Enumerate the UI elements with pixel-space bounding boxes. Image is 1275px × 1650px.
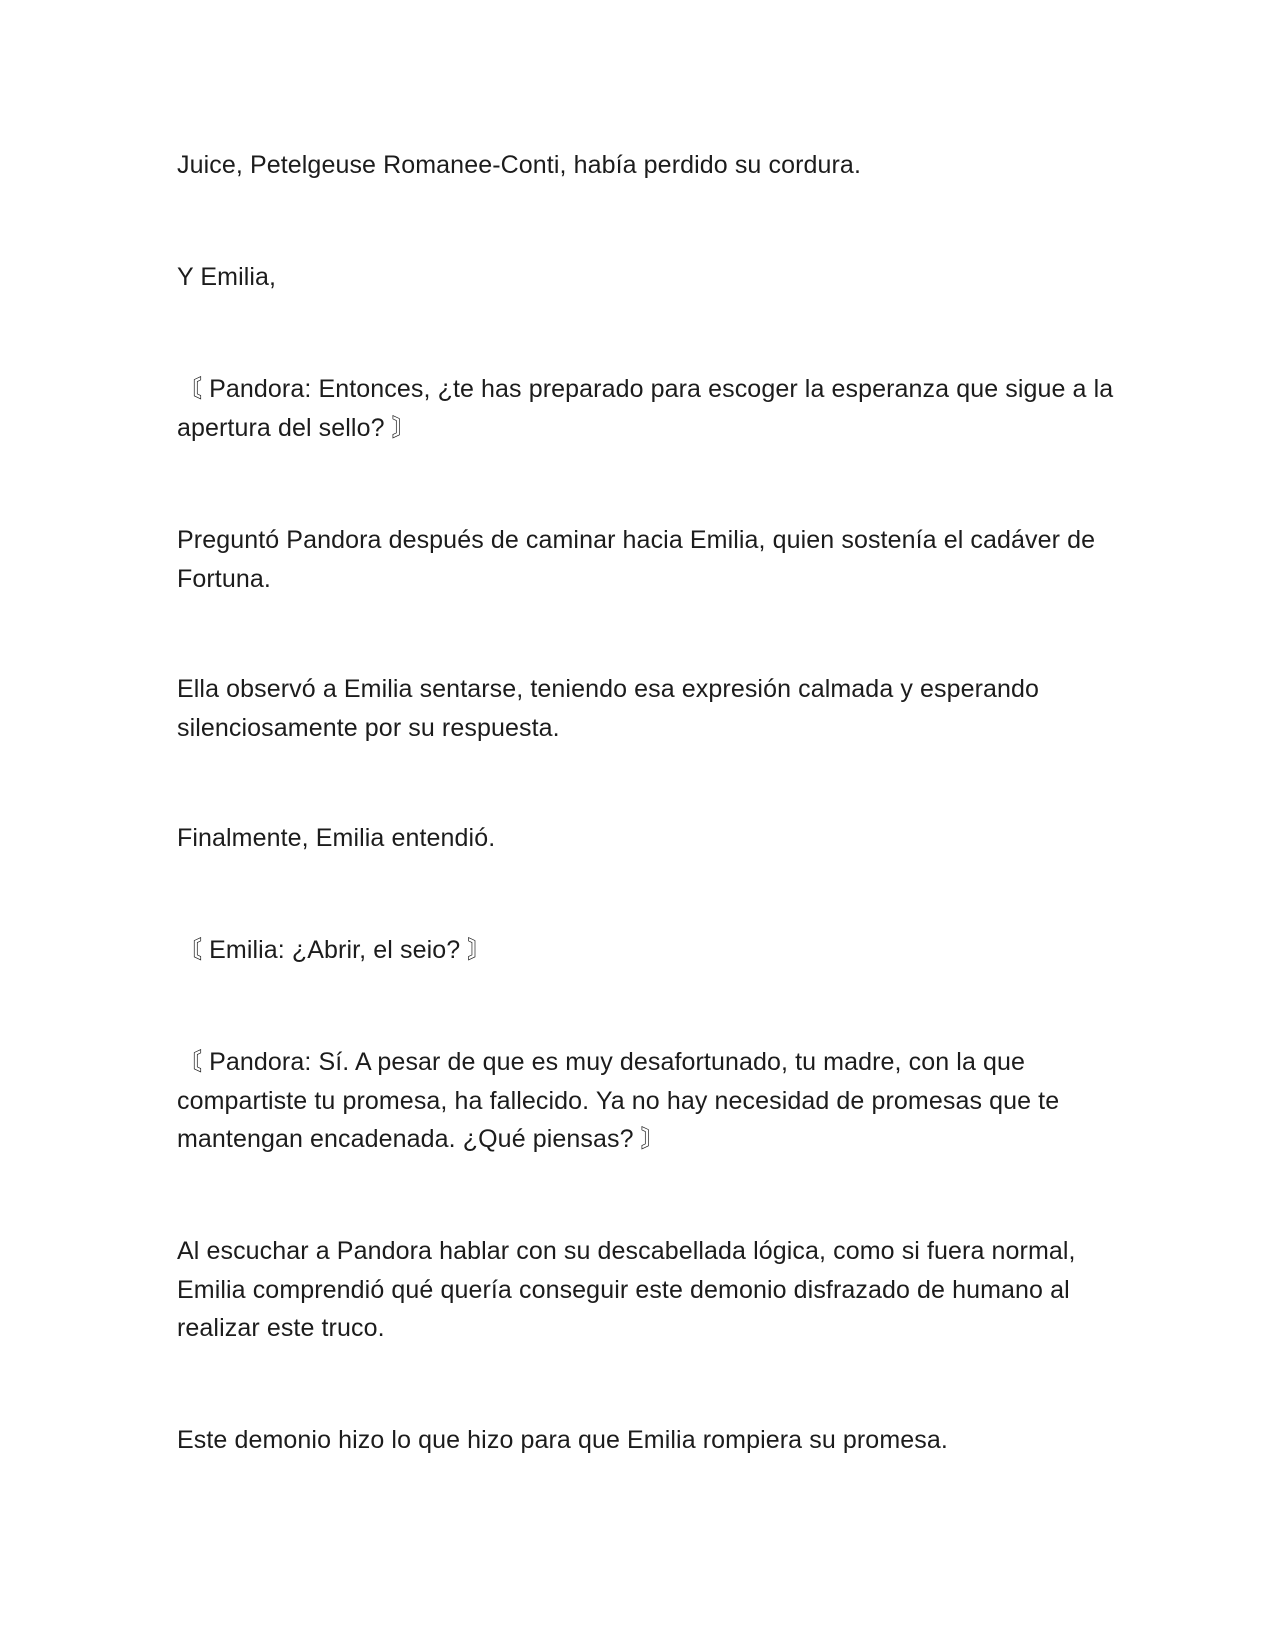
dialogue-pandora-1: 〘 Pandora: Entonces, ¿te has preparado para escoger la esperanza que sigue a la apertura del sello? 〙: [177, 375, 1114, 442]
paragraph-2: Y Emilia,: [177, 263, 277, 291]
paragraph-10: Este demonio hizo lo que hizo para que Emilia rompiera su promesa.: [177, 1426, 948, 1454]
paragraph-4: Preguntó Pandora después de caminar hacia Emilia, quien sostenía el cadáver de Fortuna.: [177, 526, 1096, 593]
paragraph-5: Ella observó a Emilia sentarse, teniendo esa expresión calmada y esperando silenciosamente por su respuesta.: [177, 675, 1040, 742]
paragraph-1: Juice, Petelgeuse Romanee-Conti, había perdido su cordura.: [177, 151, 861, 179]
dialogue-pandora-2: 〘 Pandora: Sí. A pesar de que es muy desafortunado, tu madre, con la que compartiste tu promesa, ha fallecido. Ya no hay necesidad de promesas que te mantengan encadenada. ¿Qué piensas? 〙: [177, 1048, 1060, 1153]
paragraph-9: Al escuchar a Pandora hablar con su descabellada lógica, como si fuera normal, Emilia comprendió qué quería conseguir este demonio disfrazado de humano al realizar este truco.: [177, 1237, 1076, 1342]
paragraph-6: Finalmente, Emilia entendió.: [177, 824, 496, 852]
dialogue-emilia: 〘 Emilia: ¿Abrir, el seio? 〙: [177, 936, 493, 964]
